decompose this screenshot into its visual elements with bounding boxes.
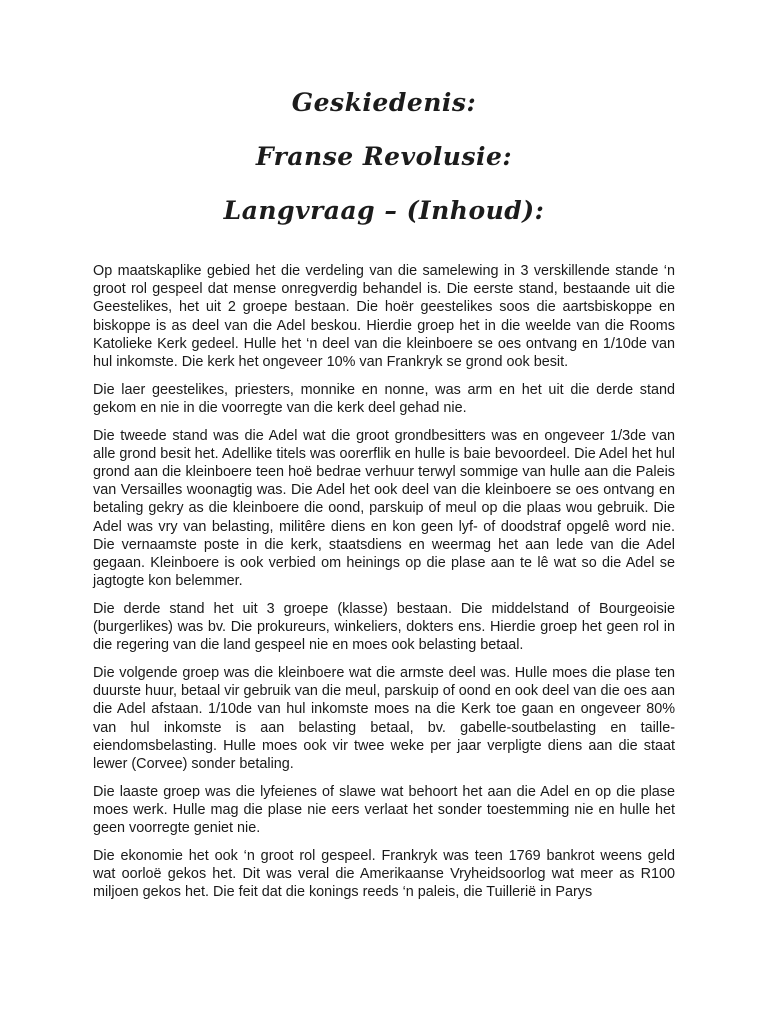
paragraph-economy: Die ekonomie het ook ‘n groot rol gespeel. Frankryk was teen 1769 bankrot weens geld wat oorloë gekos het. Dit was veral die Amerikaanse Vryheidsoorlog wat meer as R100 miljoen gekos het. Die feit dat die konings reeds ‘n paleis, die Tuillerië in Parys [93,847,675,901]
title-block [0,88,768,250]
title-question-type: Langvraag – (Inhoud): [223,196,545,225]
paragraph-second-estate: Die tweede stand was die Adel wat die groot grondbesitters was en ongeveer 1/3de van alle grond besit het. Adellike titels was oorerflik en hulle is baie bevoordeel. Die Adel het hul grond aan die kleinboere teen hoë bedrae verhuur terwyl sommige van hulle aan die Paleis van Versailles woonagtig was. Die Adel het ook deel van die kleinboere se oes ontvang en betaling gekry as die kleinboere die oond, parskuip of meul op die plaas wou gebruik. Die Adel was vry van belasting, militêre diens en kon geen lyf- of doodstraf opgelê word nie. Die vernaamste poste in die kerk, staatsdiens en weermag het aan lede van die Adel gegaan. Kleinboere is ook verbied om heinings op die plase aan te lê wat so die Adel se jagtogte kon belemmer. [93,427,675,590]
body-text [93,262,675,911]
title-subject: Geskiedenis: [291,88,477,117]
title-topic: Franse Revolusie: [255,142,513,171]
paragraph-serfs: Die laaste groep was die lyfeienes of slawe wat behoort het aan die Adel en op die plase moes werk. Hulle mag die plase nie eers verlaat het sonder toestemming nie en hulle het geen voorregte geniet nie. [93,783,675,837]
paragraph-third-estate: Die derde stand het uit 3 groepe (klasse) bestaan. Die middelstand of Bourgeoisie (burgerlikes) was bv. Die prokureurs, winkeliers, dokters ens. Hierdie groep het geen rol in die regering van die land gespeel nie en moes ook belasting betaal. [93,600,675,654]
paragraph-first-estate: Op maatskaplike gebied het die verdeling van die samelewing in 3 verskillende stande ‘n groot rol gespeel dat mense onregverdig behandel is. Die eerste stand, bestaande uit die Geestelikes, het uit 2 groepe bestaan. Die hoër geestelikes soos die aartsbiskoppe en biskoppe is as deel van die Adel beskou. Hierdie groep het in die weelde van die Rooms Katolieke Kerk gedeel. Hulle het ‘n deel van die kleinboere se oes ontvang en 1/10de van hul inkomste. Die kerk het ongeveer 10% van Frankryk se grond ook besit. [93,263,675,371]
paragraph-peasants: Die volgende groep was die kleinboere wat die armste deel was. Hulle moes die plase ten duurste huur, betaal vir gebruik van die meul, parskuip of oond en ook deel van die oes aan die Adel afstaan. 1/10de van hul inkomste moes na die Kerk toe gaan en ongeveer 80% van hul inkomste is aan belasting betaal, bv. gabelle-soutbelasting en taille-eiendomsbelasting. Hulle moes ook vir twee weke per jaar verpligte diens aan die staat lewer (Corvee) sonder betaling. [93,665,675,773]
paragraph-lower-clergy: Die laer geestelikes, priesters, monnike en nonne, was arm en het uit die derde stand gekom en nie in die voorregte van die kerk deel gehad nie. [93,381,675,416]
